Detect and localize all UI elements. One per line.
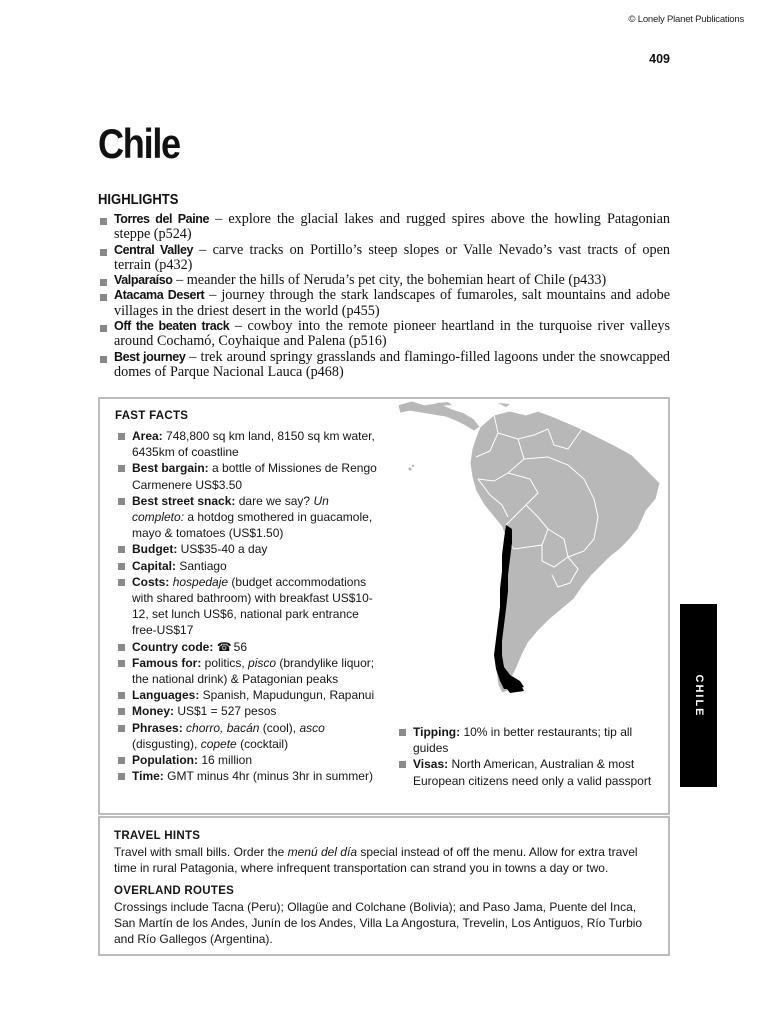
highlight-text: – trek around springy grasslands and flamingo-filled lagoons under the snowcapped domes of Parque Nacional Lauca (p468) <box>114 348 670 380</box>
highlight-name: Central Valley <box>114 242 194 257</box>
fact-text: (disgusting), <box>132 736 201 751</box>
bullet-icon <box>100 249 107 256</box>
fact-capital <box>116 558 378 574</box>
fact-bargain <box>116 460 378 492</box>
bullet-icon <box>399 761 406 768</box>
bullet-icon <box>100 294 107 301</box>
highlight-text: – cowboy into the remote pioneer heartland in the turquoise river valleys around Cochamó, Coyhaique and Palena (p516) <box>114 318 671 350</box>
highlight-text: – explore the glacial lakes and rugged spires above the howling Patagonian steppe (p524) <box>114 211 670 243</box>
fact-costs <box>116 574 378 639</box>
bullet-icon <box>118 708 125 715</box>
caribbean-island <box>498 403 510 407</box>
bullet-icon <box>118 725 125 732</box>
fact-label: Phrases: <box>132 720 183 735</box>
fact-text: GMT minus 4hr (minus 3hr in summer) <box>163 769 373 784</box>
travel-hints-text <box>114 844 656 876</box>
fact-languages <box>116 687 378 703</box>
fast-facts-list-right <box>397 724 657 789</box>
fact-label: Capital: <box>132 558 177 573</box>
bullet-icon <box>118 692 125 699</box>
fact-famous <box>116 655 378 687</box>
fact-text: 748,800 sq km land, 8150 sq km water, 6435km of coastline <box>132 429 375 460</box>
central-america-shape <box>398 401 480 431</box>
fact-label: Visas: <box>413 757 449 772</box>
fact-label: Area: <box>132 429 163 443</box>
fact-text: US$35-40 a day <box>177 542 268 557</box>
fact-label: Famous for: <box>132 655 202 670</box>
phone-icon: ☎ <box>216 639 232 654</box>
highlight-name: Atacama Desert <box>114 288 205 303</box>
hint-text: Travel with small bills. Order the <box>114 845 288 859</box>
fact-emphasis: copete <box>200 736 237 751</box>
fact-text: Santiago <box>176 558 227 573</box>
highlight-item <box>98 350 670 381</box>
fact-snack <box>116 493 378 542</box>
travel-hints-heading: TRAVEL HINTS <box>114 830 201 842</box>
overland-routes-text: Crossings include Tacna (Peru); Ollagüe and Colchane (Bolivia); and Paso Jama, Puente del Inca, San Martín de los Andes, Junín de los Andes, Villa La Angostura, Trevelin, Los Antiguos, Río Turbio and Río Gallegos (Argentina). <box>114 900 643 946</box>
bullet-icon <box>118 498 125 505</box>
bullet-icon <box>118 660 125 667</box>
highlights-heading: HIGHLIGHTS <box>98 192 179 208</box>
chapter-side-tab <box>680 604 717 787</box>
highlight-name: Off the beaten track <box>114 319 230 334</box>
south-america-map <box>398 399 668 699</box>
fact-population <box>116 752 378 768</box>
fact-text: 10% in better restaurants; tip all guides <box>413 725 633 756</box>
bullet-icon <box>118 433 125 440</box>
fact-text: (cool), <box>259 720 300 735</box>
bullet-icon <box>118 465 125 472</box>
fact-emphasis: Un completo: <box>132 493 329 525</box>
page-number: 409 <box>649 52 670 66</box>
bullet-icon <box>118 644 125 651</box>
highlight-name: Torres del Paine <box>114 212 210 226</box>
bullet-icon <box>100 356 107 363</box>
fast-facts-heading: FAST FACTS <box>115 410 189 422</box>
highlight-item <box>98 288 670 319</box>
fact-label: Costs: <box>132 574 170 589</box>
fact-text: a bottle of Missiones de Rengo Carmenere US$3.50 <box>132 461 377 492</box>
highlight-item <box>98 273 670 288</box>
fact-budget <box>116 541 378 557</box>
highlight-item <box>98 319 670 350</box>
page-title: Chile <box>98 120 180 167</box>
highlight-name: Valparaíso <box>114 273 173 288</box>
fact-emphasis: hospedaje <box>172 574 229 589</box>
fact-emphasis: chorro, bacán <box>186 720 260 735</box>
fact-text: 56 <box>233 639 247 654</box>
hint-text: special instead of off the menu. Allow for extra travel time in rural Patagonia, where infrequent transportation can strand you in towns a day or two. <box>114 845 638 875</box>
fact-country-code <box>116 639 378 655</box>
fact-text: US$1 = 527 pesos <box>174 704 277 719</box>
galapagos-island <box>412 465 414 467</box>
highlight-text: – carve tracks on Portillo’s steep slopes or Valle Nevado’s vast tracts of open terrain (p432) <box>114 241 670 273</box>
highlights-list <box>98 212 670 380</box>
fact-money <box>116 703 378 719</box>
fast-facts-box <box>98 397 670 815</box>
fact-label: Best street snack: <box>132 493 236 508</box>
fact-label: Languages: <box>132 688 200 703</box>
fact-label: Time: <box>132 769 164 784</box>
fact-text: a hotdog smothered in guacamole, mayo & tomatoes (US$1.50) <box>132 510 373 541</box>
fact-label: Population: <box>132 753 198 768</box>
fact-label: Country code: <box>132 639 214 654</box>
fact-text: politics, <box>201 655 249 670</box>
fact-area <box>116 428 378 460</box>
bullet-icon <box>118 773 125 780</box>
bullet-icon <box>118 757 125 764</box>
fact-text: 16 million <box>198 753 253 768</box>
fact-phrases <box>116 720 378 752</box>
hint-emphasis: menú del día <box>287 845 357 859</box>
fact-label: Tipping: <box>413 725 461 739</box>
bullet-icon <box>399 729 406 736</box>
bullet-icon <box>100 218 107 225</box>
copyright-notice: © Lonely Planet Publications <box>628 14 744 25</box>
bullet-icon <box>118 563 125 570</box>
fact-emphasis: asco <box>299 720 325 735</box>
fast-facts-list <box>116 428 378 784</box>
fact-text: (brandylike liquor; the national drink) & Patagonian peaks <box>132 655 375 687</box>
bullet-icon <box>100 279 107 286</box>
fact-time <box>116 768 378 784</box>
travel-hints-box <box>98 816 670 956</box>
bullet-icon <box>118 579 125 586</box>
fact-text: (cocktail) <box>236 736 289 751</box>
highlight-item <box>98 243 670 274</box>
fact-text: (budget accommodations with shared bathroom) with breakfast US$10-12, set lunch US$6, national park entrance free-US$17 <box>132 574 373 638</box>
overland-routes-heading: OVERLAND ROUTES <box>114 885 235 897</box>
highlight-item <box>98 212 670 243</box>
highlight-name: Best journey <box>114 349 186 364</box>
fact-label: Money: <box>132 704 174 719</box>
highlight-text: – meander the hills of Neruda’s pet city, the bohemian heart of Chile (p433) <box>172 272 607 289</box>
fact-visas <box>397 756 657 788</box>
bullet-icon <box>100 325 107 332</box>
fact-label: Budget: <box>132 542 178 557</box>
fact-tipping <box>397 724 657 756</box>
fact-text: Spanish, Mapudungun, Rapanui <box>199 688 375 703</box>
galapagos-island <box>408 467 411 470</box>
fact-text: North American, Australian & most European citizens need only a valid passport <box>413 757 652 788</box>
fact-emphasis: pisco <box>248 655 277 670</box>
bullet-icon <box>118 546 125 553</box>
highlight-text: – journey through the stark landscapes of fumaroles, salt mountains and adobe villages in the driest desert in the world (p455) <box>114 287 670 319</box>
fact-text: dare we say? <box>235 493 314 508</box>
chapter-side-tab-label: CHILE <box>692 674 705 717</box>
fact-label: Best bargain: <box>132 461 209 476</box>
